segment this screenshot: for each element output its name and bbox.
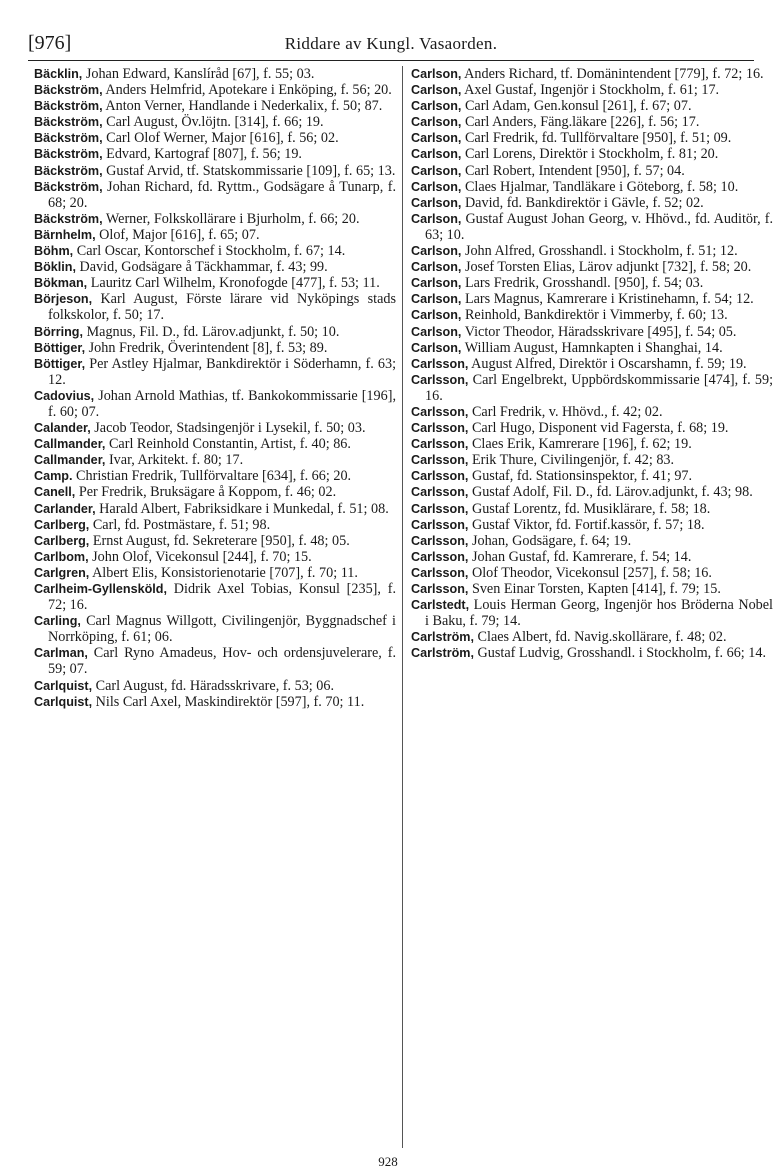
entry-surname: Carlson, — [411, 260, 462, 275]
entry-details: Johan Arnold Mathias, tf. Bankokommissarie [196], f. 60; 07. — [48, 387, 396, 420]
entry-details: Johan Edward, Kanslíråd [67], f. 55; 03. — [85, 66, 315, 82]
register-entry — [411, 452, 773, 468]
register-entry — [34, 613, 396, 645]
entry-details: Johan, Godsägare, f. 64; 19. — [471, 532, 632, 549]
entry-surname: Bäckström, — [34, 179, 103, 194]
entry-surname: Böhm, — [34, 244, 74, 259]
entry-surname: Carlson, — [411, 67, 462, 81]
entry-details: Carl Adam, Gen.konsul [261], f. 67; 07. — [464, 98, 692, 115]
entry-details: Erik Thure, Civilingenjör, f. 42; 83. — [471, 452, 675, 469]
entry-surname: Carlson, — [411, 292, 462, 307]
register-entry — [411, 420, 773, 436]
register-entry — [34, 243, 396, 259]
entry-surname: Bökman, — [34, 276, 88, 291]
entry-surname: Calander, — [34, 421, 91, 436]
entry-details: Gustaf, fd. Stationsinspektor, f. 41; 97. — [471, 468, 693, 485]
entry-surname: Carlsson, — [411, 565, 469, 580]
entry-details: Per Astley Hjalmar, Bankdirektör i Söderhamn, f. 63; 12. — [48, 355, 397, 388]
entry-surname: Carlson, — [411, 147, 462, 162]
entry-details: Werner, Folkskollärare i Bjurholm, f. 66; 20. — [105, 210, 360, 227]
register-entry — [34, 98, 396, 114]
entry-surname: Carlsson, — [411, 356, 469, 371]
entry-details: Carl Fredrik, fd. Tullförvaltare [950], f. 51; 09. — [464, 130, 732, 147]
entry-surname: Carlsson, — [411, 549, 469, 564]
entry-details: Nils Carl Axel, Maskindirektör [597], f. 70; 11. — [95, 693, 365, 710]
entry-details: John Olof, Vicekonsul [244], f. 70; 15. — [92, 548, 312, 565]
running-title: Riddare av Kungl. Vasaorden. — [284, 34, 498, 53]
entry-surname: Böklin, — [34, 260, 76, 275]
entry-surname: Carlstedt, — [411, 598, 470, 613]
register-entry — [411, 372, 773, 404]
register-entry — [34, 549, 396, 565]
entry-details: Josef Torsten Elias, Lärov adjunkt [732], f. 58; 20. — [464, 259, 752, 276]
footer-page-number: 928 — [378, 1154, 398, 1169]
register-entry — [34, 211, 396, 227]
entry-details: Carl Lorens, Direktör i Stockholm, f. 81; 20. — [464, 146, 719, 163]
entry-details: Reinhold, Bankdirektör i Vimmerby, f. 60; 13. — [464, 307, 728, 324]
entry-surname: Carlson, — [411, 163, 462, 178]
entry-surname: Carlson, — [411, 179, 462, 194]
page-number: [976] — [28, 32, 72, 54]
register-entry — [411, 195, 773, 211]
entry-details: Lars Magnus, Kamrerare i Kristinehamn, f. 54; 12. — [464, 291, 754, 308]
register-entry — [411, 436, 773, 452]
register-entry — [411, 114, 773, 130]
register-entry — [411, 130, 773, 146]
entry-details: Claes Erik, Kamrerare [196], f. 62; 19. — [471, 436, 692, 453]
register-entry — [34, 82, 396, 98]
register-entry — [34, 356, 396, 388]
register-entry — [34, 452, 396, 468]
entry-details: Carl Magnus Willgott, Civilingenjör, Byggnadschef i Norrköping, f. 61; 06. — [48, 613, 396, 646]
entry-details: Carl, fd. Postmästare, f. 51; 98. — [92, 516, 271, 533]
entry-surname: Bäckström, — [34, 211, 103, 226]
entry-surname: Carlson, — [411, 195, 462, 210]
register-entry — [411, 179, 773, 195]
entry-details: David, Godsägare å Täckhammar, f. 43; 99. — [79, 259, 328, 276]
entry-surname: Callmander, — [34, 453, 106, 468]
register-entry — [34, 565, 396, 581]
register-entry — [34, 388, 396, 420]
entry-surname: Carlbom, — [34, 549, 89, 564]
entry-surname: Cadovius, — [34, 388, 95, 403]
register-entry — [34, 340, 396, 356]
register-entry — [34, 468, 396, 484]
register-entry — [34, 436, 396, 452]
register-entry — [34, 291, 396, 323]
register-entry — [34, 275, 396, 291]
entry-surname: Carling, — [34, 614, 81, 629]
entry-surname: Carlson, — [411, 83, 462, 98]
entry-surname: Bäckström, — [34, 163, 103, 178]
entry-surname: Bäcklin, — [34, 67, 83, 81]
entry-surname: Carlman, — [34, 646, 88, 661]
register-entry — [411, 211, 773, 243]
entry-surname: Bärnhelm, — [34, 227, 96, 242]
entry-details: Ernst August, fd. Sekreterare [950], f. 48; 05. — [92, 532, 350, 549]
register-entry — [411, 243, 773, 259]
register-entry — [411, 275, 773, 291]
register-entry — [34, 227, 396, 243]
register-entry — [411, 356, 773, 372]
entry-details: Anton Verner, Handlande i Nederkalix, f. 50; 87. — [105, 98, 383, 115]
register-entry — [411, 533, 773, 549]
register-entry — [34, 501, 396, 517]
entry-details: Gustaf August Johan Georg, v. Hhövd., fd. Auditör, f. 63; 10. — [425, 210, 774, 243]
entry-surname: Carlsson, — [411, 533, 469, 548]
entry-surname: Carlson, — [411, 340, 462, 355]
register-entry — [411, 146, 773, 162]
register-entry — [34, 678, 396, 694]
entry-surname: Carlberg, — [34, 533, 90, 548]
entry-surname: Carlberg, — [34, 517, 90, 532]
register-entry — [34, 130, 396, 146]
entry-details: Didrik Axel Tobias, Konsul [235], f. 72; 16. — [48, 581, 397, 614]
entry-surname: Carlström, — [411, 646, 474, 661]
entry-details: Albert Elis, Konsistorienotarie [707], f. 70; 11. — [92, 564, 358, 581]
register-entry — [411, 324, 773, 340]
entry-details: Anders Helmfrid, Apotekare i Enköping, f. 56; 20. — [105, 82, 392, 99]
register-entry — [34, 146, 396, 162]
entry-details: Per Fredrik, Bruksägare å Koppom, f. 46; 02. — [78, 484, 337, 501]
register-entry — [34, 517, 396, 533]
entry-surname: Börring, — [34, 324, 83, 339]
register-entry — [411, 629, 773, 645]
entry-surname: Bäckström, — [34, 115, 103, 130]
entry-details: Edvard, Kartograf [807], f. 56; 19. — [106, 146, 302, 163]
entry-details: Carl Hugo, Disponent vid Fagersta, f. 68; 19. — [471, 420, 729, 437]
entry-details: Gustaf Adolf, Fil. D., fd. Lärov.adjunkt, f. 43; 98. — [471, 484, 753, 501]
entry-details: Carl Oscar, Kontorschef i Stockholm, f. 67; 14. — [76, 243, 346, 260]
register-entry — [411, 517, 773, 533]
entry-surname: Carlander, — [34, 501, 96, 516]
entry-surname: Bäckström, — [34, 131, 103, 146]
entry-details: Anders Richard, tf. Domänintendent [779], f. 72; 16. — [464, 66, 764, 82]
entry-details: Carl Engelbrekt, Uppbördskommissarie [474], f. 59; 16. — [425, 371, 774, 404]
header-rule — [28, 60, 754, 61]
entry-details: Olof Theodor, Vicekonsul [257], f. 58; 16. — [471, 564, 712, 581]
entry-details: Carl Ryno Amadeus, Hov- och ordensjuvelerare, f. 59; 07. — [48, 645, 397, 678]
entry-surname: Carlquist, — [34, 694, 93, 709]
register-entry — [34, 66, 396, 82]
entry-surname: Bäckström, — [34, 147, 103, 162]
register-entry — [34, 324, 396, 340]
entry-details: John Fredrik, Överintendent [8], f. 53; 89. — [88, 339, 328, 356]
register-entry — [411, 484, 773, 500]
entry-surname: Böttiger, — [34, 340, 86, 355]
entry-details: Lars Fredrik, Grosshandl. [950], f. 54; 03. — [464, 275, 704, 292]
register-entry — [411, 66, 773, 82]
register-entry — [34, 259, 396, 275]
entry-details: Harald Albert, Fabriksidkare i Munkedal, f. 51; 08. — [99, 500, 389, 517]
register-entry — [411, 597, 773, 629]
entry-details: Carl Reinhold Constantin, Artist, f. 40; 86. — [108, 436, 351, 453]
entry-details: Louis Herman Georg, Ingenjör hos Bröderna Nobel i Baku, f. 79; 14. — [425, 597, 773, 630]
register-entry — [34, 533, 396, 549]
entry-surname: Carlsson, — [411, 485, 469, 500]
entry-surname: Carlström, — [411, 630, 474, 645]
left-column — [34, 66, 396, 710]
entry-surname: Carlquist, — [34, 678, 93, 693]
entry-details: Sven Einar Torsten, Kapten [414], f. 79; 15. — [471, 581, 721, 597]
entry-details: Magnus, Fil. D., fd. Lärov.adjunkt, f. 50; 10. — [86, 323, 340, 340]
register-entry — [411, 581, 773, 597]
entry-surname: Carlsson, — [411, 582, 469, 596]
entry-details: Karl August, Förste lärare vid Nyköpings stads folkskolor, f. 50; 17. — [48, 291, 396, 324]
entry-surname: Bäckström, — [34, 99, 103, 114]
entry-surname: Carlson, — [411, 211, 462, 226]
entry-details: Gustaf Viktor, fd. Fortif.kassör, f. 57; 18. — [471, 516, 705, 533]
entry-details: Carl August, Öv.löjtn. [314], f. 66; 19. — [106, 114, 324, 131]
register-entry — [411, 565, 773, 581]
entry-details: Carl Fredrik, v. Hhövd., f. 42; 02. — [471, 403, 663, 420]
entry-details: Carl Olof Werner, Major [616], f. 56; 02. — [106, 130, 339, 147]
entry-surname: Carlheim-Gyllensköld, — [34, 582, 167, 596]
entry-details: Gustaf Arvid, tf. Statskommissarie [109], f. 65; 13. — [106, 162, 396, 179]
entry-details: Jacob Teodor, Stadsingenjör i Lysekil, f. 50; 03. — [94, 420, 366, 437]
entry-details: John Alfred, Grosshandl. i Stockholm, f. 51; 12. — [464, 243, 738, 260]
entry-details: Lauritz Carl Wilhelm, Kronofogde [477], f. 53; 11. — [90, 275, 380, 292]
entry-surname: Carlson, — [411, 308, 462, 323]
entry-surname: Carlson, — [411, 115, 462, 130]
entry-surname: Carlgren, — [34, 565, 90, 580]
entry-details: Carl Anders, Fäng.läkare [226], f. 56; 17. — [464, 114, 700, 131]
register-entry — [34, 645, 396, 677]
entry-surname: Canell, — [34, 485, 76, 500]
entry-surname: Carlson, — [411, 324, 462, 339]
right-column — [411, 66, 773, 661]
entry-details: Carl August, fd. Häradsskrivare, f. 53; 06. — [95, 677, 335, 694]
entry-surname: Carlsson, — [411, 372, 469, 387]
register-entry — [411, 501, 773, 517]
entry-details: David, fd. Bankdirektör i Gävle, f. 52; 02. — [464, 194, 704, 211]
register-entry — [411, 404, 773, 420]
register-entry — [34, 179, 396, 211]
register-entry — [411, 645, 773, 661]
register-entry — [34, 114, 396, 130]
entry-surname: Callmander, — [34, 437, 106, 452]
entry-details: Claes Albert, fd. Navig.skollärare, f. 48; 02. — [477, 629, 727, 646]
entry-surname: Carlson, — [411, 131, 462, 146]
register-entry — [411, 163, 773, 179]
entry-details: Victor Theodor, Häradsskrivare [495], f. 54; 05. — [464, 323, 737, 340]
entry-details: Johan Richard, fd. Ryttm., Godsägare å Tunarp, f. 68; 20. — [48, 178, 396, 211]
entry-surname: Börjeson, — [34, 292, 93, 307]
column-divider — [402, 66, 403, 1148]
entry-surname: Carlsson, — [411, 517, 469, 532]
register-entry — [411, 259, 773, 275]
entry-details: Olof, Major [616], f. 65; 07. — [99, 226, 260, 243]
register-entry — [411, 468, 773, 484]
entry-surname: Carlsson, — [411, 404, 469, 419]
register-entry — [34, 163, 396, 179]
entry-details: August Alfred, Direktör i Oscarshamn, f. 59; 19. — [471, 355, 747, 372]
register-entry — [411, 98, 773, 114]
entry-surname: Bäckström, — [34, 83, 103, 98]
register-entry — [34, 484, 396, 500]
entry-surname: Carlsson, — [411, 453, 469, 468]
entry-details: Johan Gustaf, fd. Kamrerare, f. 54; 14. — [471, 548, 692, 565]
entry-surname: Carlsson, — [411, 469, 469, 484]
entry-surname: Carlsson, — [411, 501, 469, 516]
entry-surname: Carlsson, — [411, 421, 469, 436]
register-entry — [411, 307, 773, 323]
entry-surname: Camp. — [34, 469, 73, 484]
entry-surname: Carlson, — [411, 276, 462, 291]
page-header — [28, 30, 754, 60]
entry-surname: Carlson, — [411, 99, 462, 114]
entry-details: Carl Robert, Intendent [950], f. 57; 04. — [464, 162, 685, 179]
entry-details: Ivar, Arkitekt. f. 80; 17. — [108, 452, 244, 469]
entry-surname: Carlson, — [411, 244, 462, 259]
register-entry — [411, 340, 773, 356]
entry-details: Christian Fredrik, Tullförvaltare [634], f. 66; 20. — [76, 468, 352, 485]
entry-details: Gustaf Lorentz, fd. Musiklärare, f. 58; 18. — [471, 500, 711, 517]
register-entry — [34, 694, 396, 710]
entry-details: Gustaf Ludvig, Grosshandl. i Stockholm, f. 66; 14. — [477, 645, 767, 662]
entry-details: Axel Gustaf, Ingenjör i Stockholm, f. 61; 17. — [464, 82, 720, 99]
entry-surname: Böttiger, — [34, 356, 86, 371]
entry-surname: Carlsson, — [411, 437, 469, 452]
register-entry — [411, 291, 773, 307]
register-entry — [34, 420, 396, 436]
register-entry — [34, 581, 396, 613]
register-entry — [411, 549, 773, 565]
entry-details: William August, Hamnkapten i Shanghai, 14. — [464, 339, 723, 356]
register-entry — [411, 82, 773, 98]
entry-details: Claes Hjalmar, Tandläkare i Göteborg, f. 58; 10. — [464, 178, 739, 195]
